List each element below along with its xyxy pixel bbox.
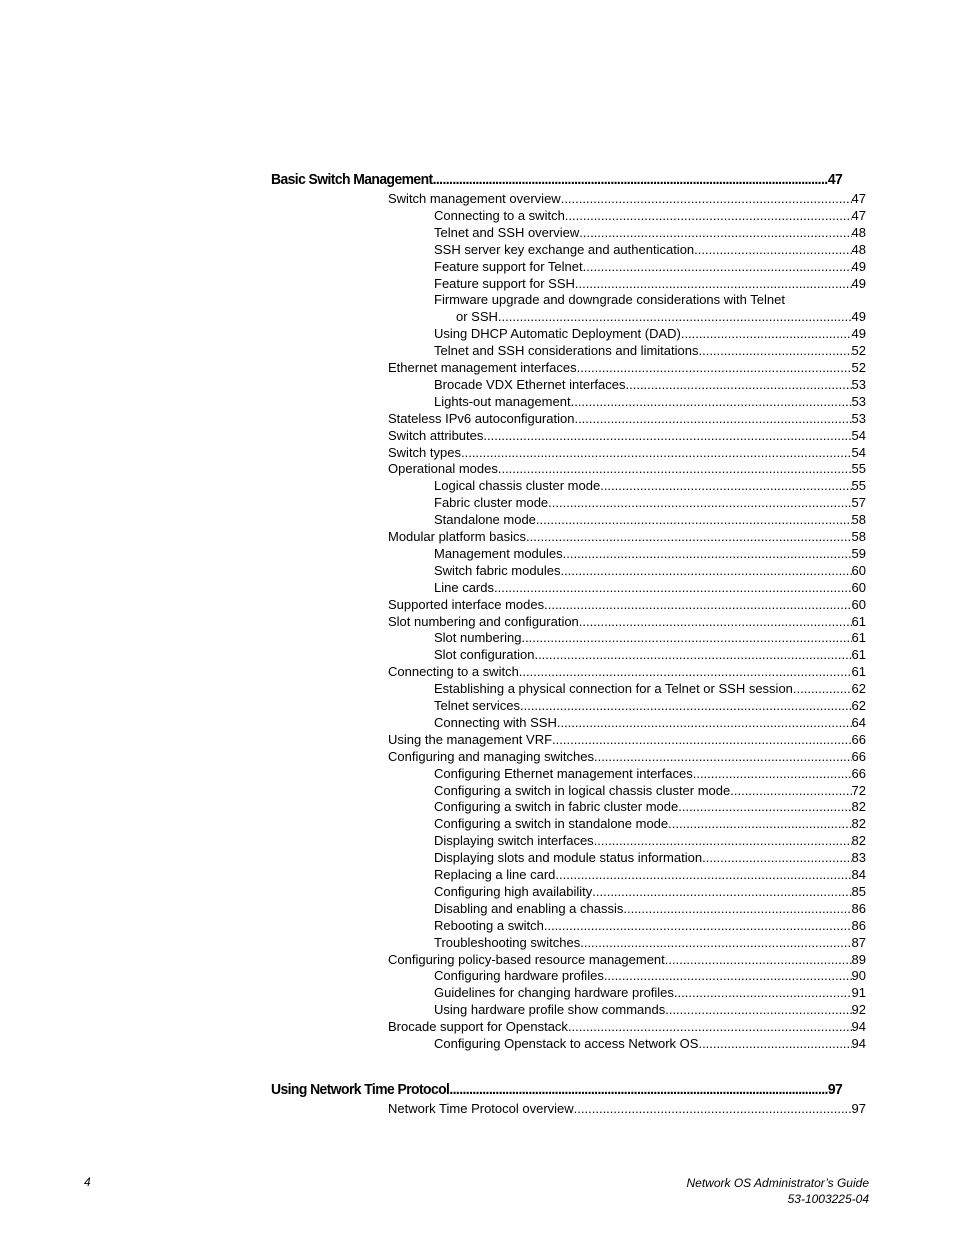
toc-entry[interactable] [434, 242, 866, 258]
entry-page: 59 [851, 545, 866, 561]
entry-title: Configuring and managing switches [388, 748, 594, 764]
toc-entry[interactable] [434, 276, 866, 292]
footer-doc-info [686, 1175, 869, 1207]
dot-leader [665, 1002, 851, 1018]
dot-leader [626, 377, 852, 393]
entry-title: Using the management VRF [388, 731, 553, 747]
entry-title: Standalone mode [434, 512, 536, 528]
dot-leader [681, 326, 852, 342]
entry-title: Line cards [434, 579, 494, 595]
dot-leader [594, 833, 852, 849]
toc-entry[interactable] [434, 985, 866, 1001]
entry-title: Troubleshooting switches [434, 934, 581, 950]
entry-title: Replacing a line card [434, 867, 556, 882]
toc-entry[interactable] [434, 884, 866, 900]
entry-page: 49 [851, 326, 866, 342]
entry-page: 48 [851, 224, 866, 240]
toc-chapter[interactable] [271, 1082, 842, 1098]
toc-entry[interactable] [434, 681, 866, 697]
toc-entry[interactable] [388, 428, 866, 444]
entry-page: 84 [851, 867, 866, 882]
entry-page: 47 [851, 191, 866, 206]
toc-entry[interactable] [434, 326, 866, 342]
entry-title: Switch attributes [388, 427, 484, 443]
entry-title: Logical chassis cluster mode [434, 478, 601, 494]
entry-page: 49 [851, 258, 866, 274]
dot-leader [574, 411, 851, 427]
toc-entry[interactable] [434, 647, 866, 663]
toc-entry[interactable] [434, 799, 866, 815]
toc-entry[interactable] [388, 191, 866, 207]
dot-leader [548, 495, 851, 511]
dot-leader [461, 445, 852, 461]
entry-title: Guidelines for changing hardware profiles [434, 985, 674, 1001]
entry-title: Configuring high availability [434, 883, 593, 899]
entry-title: Telnet and SSH overview [434, 224, 580, 240]
entry-page: 52 [851, 360, 866, 375]
entry-title: Firmware upgrade and downgrade considerations with Telnet [434, 292, 785, 308]
entry-title: Rebooting a switch [434, 917, 544, 933]
toc-entry[interactable] [434, 563, 866, 579]
dot-leader [563, 546, 852, 562]
toc-entry[interactable] [434, 580, 866, 596]
toc-entry[interactable] [388, 597, 866, 613]
dot-leader [583, 259, 852, 275]
toc-entry[interactable] [434, 1036, 866, 1052]
toc-entry[interactable] [388, 732, 866, 748]
entry-page: 53 [851, 393, 866, 409]
dot-leader [494, 580, 852, 596]
dot-leader [544, 597, 851, 613]
entry-page: 94 [851, 1019, 866, 1035]
toc-entry[interactable] [434, 292, 866, 308]
entry-title: Switch management overview [388, 191, 561, 206]
dot-leader [698, 1036, 851, 1052]
toc-entry[interactable] [434, 377, 866, 393]
toc-entry[interactable] [434, 512, 866, 528]
entry-page: 92 [851, 1002, 866, 1018]
entry-title: Configuring Ethernet management interfaces [434, 765, 693, 781]
entry-title: Switch types [388, 444, 461, 460]
dot-leader [604, 968, 852, 984]
entry-title: Disabling and enabling a chassis [434, 900, 624, 916]
dot-leader [592, 884, 851, 900]
dot-leader [433, 172, 828, 188]
entry-page: 58 [851, 512, 866, 528]
entry-title: Establishing a physical connection for a Telnet or SSH session [434, 681, 793, 697]
entry-page: 58 [851, 529, 866, 544]
dot-leader [793, 681, 852, 697]
entry-page: 64 [851, 714, 866, 730]
entry-page: 60 [851, 579, 866, 595]
toc-entry[interactable] [434, 495, 866, 511]
dot-leader [498, 309, 852, 325]
entry-page: 61 [851, 647, 866, 663]
entry-page: 85 [851, 883, 866, 899]
entry-page: 55 [851, 478, 866, 494]
toc-entry[interactable] [388, 952, 866, 968]
dot-leader [674, 985, 852, 1001]
entry-page: 57 [851, 495, 866, 511]
entry-title: Telnet and SSH considerations and limitations [434, 343, 699, 359]
dot-leader [536, 512, 852, 528]
entry-page: 49 [851, 275, 866, 291]
entry-page: 53 [851, 410, 866, 426]
entry-page: 94 [851, 1036, 866, 1051]
entry-page: 86 [851, 917, 866, 933]
dot-leader [579, 614, 852, 630]
entry-title: Operational modes [388, 461, 498, 477]
dot-leader [568, 1019, 852, 1035]
entry-page: 86 [851, 900, 866, 916]
entry-title: Slot configuration [434, 647, 535, 663]
entry-page: 61 [851, 613, 866, 629]
dot-leader [694, 242, 851, 258]
dot-leader [521, 630, 851, 646]
dot-leader [560, 563, 851, 579]
entry-title: Using DHCP Automatic Deployment (DAD) [434, 326, 681, 342]
toc-entry[interactable] [434, 918, 866, 934]
entry-title: Fabric cluster mode [434, 495, 549, 511]
entry-title: Feature support for SSH [434, 275, 575, 291]
dot-leader [519, 664, 852, 680]
toc-entry[interactable] [434, 766, 866, 782]
toc-entry[interactable] [434, 935, 866, 951]
toc-entry[interactable] [388, 461, 866, 477]
dot-leader [555, 867, 851, 883]
dot-leader [574, 1101, 852, 1117]
toc-entry[interactable] [434, 867, 866, 883]
entry-title: Slot numbering [434, 630, 522, 646]
toc-entry[interactable] [388, 411, 866, 427]
toc-entry[interactable] [388, 445, 866, 461]
toc-entry[interactable] [434, 833, 866, 849]
entry-title: Telnet services [434, 698, 520, 713]
entry-title: Stateless IPv6 autoconfiguration [388, 410, 575, 426]
entry-page: 89 [851, 951, 866, 967]
entry-title: Supported interface modes [388, 596, 545, 612]
dot-leader [678, 799, 851, 815]
dot-leader [571, 394, 852, 410]
toc-entry[interactable] [434, 259, 866, 275]
entry-page: 66 [851, 731, 866, 747]
toc-entry[interactable] [434, 630, 866, 646]
dot-leader [544, 918, 852, 934]
toc-entry[interactable] [434, 208, 866, 224]
toc-entry[interactable] [434, 478, 866, 494]
footer-doc-title: Network OS Administrator’s Guide [686, 1176, 869, 1190]
entry-page: 48 [851, 241, 866, 257]
toc-entry[interactable] [434, 394, 866, 410]
entry-title: Configuring Openstack to access Network OS [434, 1036, 699, 1051]
dot-leader [557, 715, 852, 731]
dot-leader [561, 191, 852, 207]
entry-page: 61 [851, 664, 866, 680]
entry-page: 53 [851, 376, 866, 392]
entry-title: Connecting with SSH [434, 714, 557, 730]
dot-leader [579, 225, 851, 241]
entry-page: 60 [851, 562, 866, 578]
entry-title: Displaying slots and module status information [434, 850, 703, 866]
entry-title: Displaying switch interfaces [434, 833, 594, 849]
dot-leader [702, 850, 851, 866]
dot-leader [534, 647, 851, 663]
entry-page: 91 [851, 985, 866, 1001]
entry-page: 97 [851, 1101, 866, 1116]
toc-entry[interactable] [388, 1101, 866, 1117]
toc-entry[interactable] [434, 901, 866, 917]
dot-leader [449, 1082, 828, 1098]
toc-entry[interactable] [434, 698, 866, 714]
entry-title: Configuring a switch in standalone mode [434, 816, 669, 832]
entry-page: 82 [851, 833, 866, 849]
entry-page: 62 [851, 681, 866, 697]
entry-page: 55 [851, 461, 866, 477]
toc-entry[interactable] [388, 360, 866, 376]
entry-title: Modular platform basics [388, 529, 526, 544]
dot-leader [575, 276, 852, 292]
dot-leader [623, 901, 851, 917]
dot-leader [668, 816, 851, 832]
toc-entry[interactable] [388, 529, 866, 545]
entry-page: 60 [851, 596, 866, 612]
entry-page: 62 [851, 698, 866, 713]
toc-entry[interactable] [434, 783, 866, 799]
dot-leader [520, 698, 852, 714]
toc-chapter[interactable] [271, 172, 842, 188]
entry-page: 54 [851, 427, 866, 443]
entry-page: 61 [851, 630, 866, 646]
toc-entry[interactable] [388, 749, 866, 765]
toc-entry[interactable] [456, 309, 866, 325]
toc-entry[interactable] [434, 1002, 866, 1018]
entry-title: Ethernet management interfaces [388, 360, 577, 375]
dot-leader [483, 428, 851, 444]
footer-page-number: 4 [84, 1175, 91, 1189]
entry-title: Switch fabric modules [434, 562, 561, 578]
entry-title: Using hardware profile show commands [434, 1002, 666, 1018]
toc-entry[interactable] [434, 715, 866, 731]
toc-entry[interactable] [434, 850, 866, 866]
entry-title: Feature support for Telnet [434, 258, 583, 274]
entry-title: Lights-out management [434, 393, 571, 409]
entry-page: 52 [851, 343, 866, 359]
dot-leader [526, 529, 852, 545]
dot-leader [498, 461, 852, 477]
entry-title: Management modules [434, 545, 563, 561]
dot-leader [580, 935, 851, 951]
dot-leader [698, 343, 851, 359]
entry-title: Configuring hardware profiles [434, 968, 604, 984]
entry-title: or SSH [456, 309, 498, 325]
toc-entry[interactable] [388, 614, 866, 630]
entry-page: 90 [851, 968, 866, 984]
entry-title: Connecting to a switch [434, 207, 565, 223]
entry-title: Brocade VDX Ethernet interfaces [434, 376, 626, 392]
chapter-page: 97 [827, 1082, 843, 1098]
toc-entry[interactable] [434, 546, 866, 562]
entry-page: 82 [851, 799, 866, 815]
dot-leader [693, 766, 852, 782]
entry-page: 49 [851, 309, 866, 325]
entry-title: Slot numbering and configuration [388, 613, 579, 629]
entry-page: 72 [851, 782, 866, 798]
entry-page: 47 [851, 207, 866, 223]
dot-leader [577, 360, 852, 376]
toc-entry[interactable] [434, 225, 866, 241]
entry-title: Configuring a switch in fabric cluster mode [434, 799, 679, 815]
dot-leader [565, 208, 852, 224]
dot-leader [552, 732, 852, 748]
entry-page: 82 [851, 816, 866, 832]
dot-leader [600, 478, 851, 494]
entry-title: Network Time Protocol overview [388, 1101, 574, 1116]
entry-page: 54 [851, 444, 866, 460]
dot-leader [594, 749, 852, 765]
entry-title: Connecting to a switch [388, 664, 519, 680]
toc-entry[interactable] [434, 968, 866, 984]
footer-doc-number: 53-1003225-04 [787, 1192, 869, 1206]
entry-page: 83 [851, 850, 866, 866]
entry-title: SSH server key exchange and authentication [434, 241, 695, 257]
entry-title: Configuring a switch in logical chassis cluster mode [434, 782, 731, 798]
chapter-title: Using Network Time Protocol [271, 1082, 450, 1098]
entry-page: 66 [851, 765, 866, 781]
toc-entry[interactable] [434, 816, 866, 832]
dot-leader [730, 783, 851, 799]
toc-entry[interactable] [388, 1019, 866, 1035]
dot-leader [665, 952, 852, 968]
toc-entry[interactable] [388, 664, 866, 680]
chapter-title: Basic Switch Management [271, 172, 433, 188]
entry-title: Configuring policy-based resource management [388, 951, 665, 967]
chapter-page: 47 [827, 172, 843, 188]
entry-page: 87 [851, 934, 866, 950]
entry-title: Brocade support for Openstack [388, 1019, 568, 1035]
entry-page: 66 [851, 748, 866, 764]
toc-entry[interactable] [434, 343, 866, 359]
